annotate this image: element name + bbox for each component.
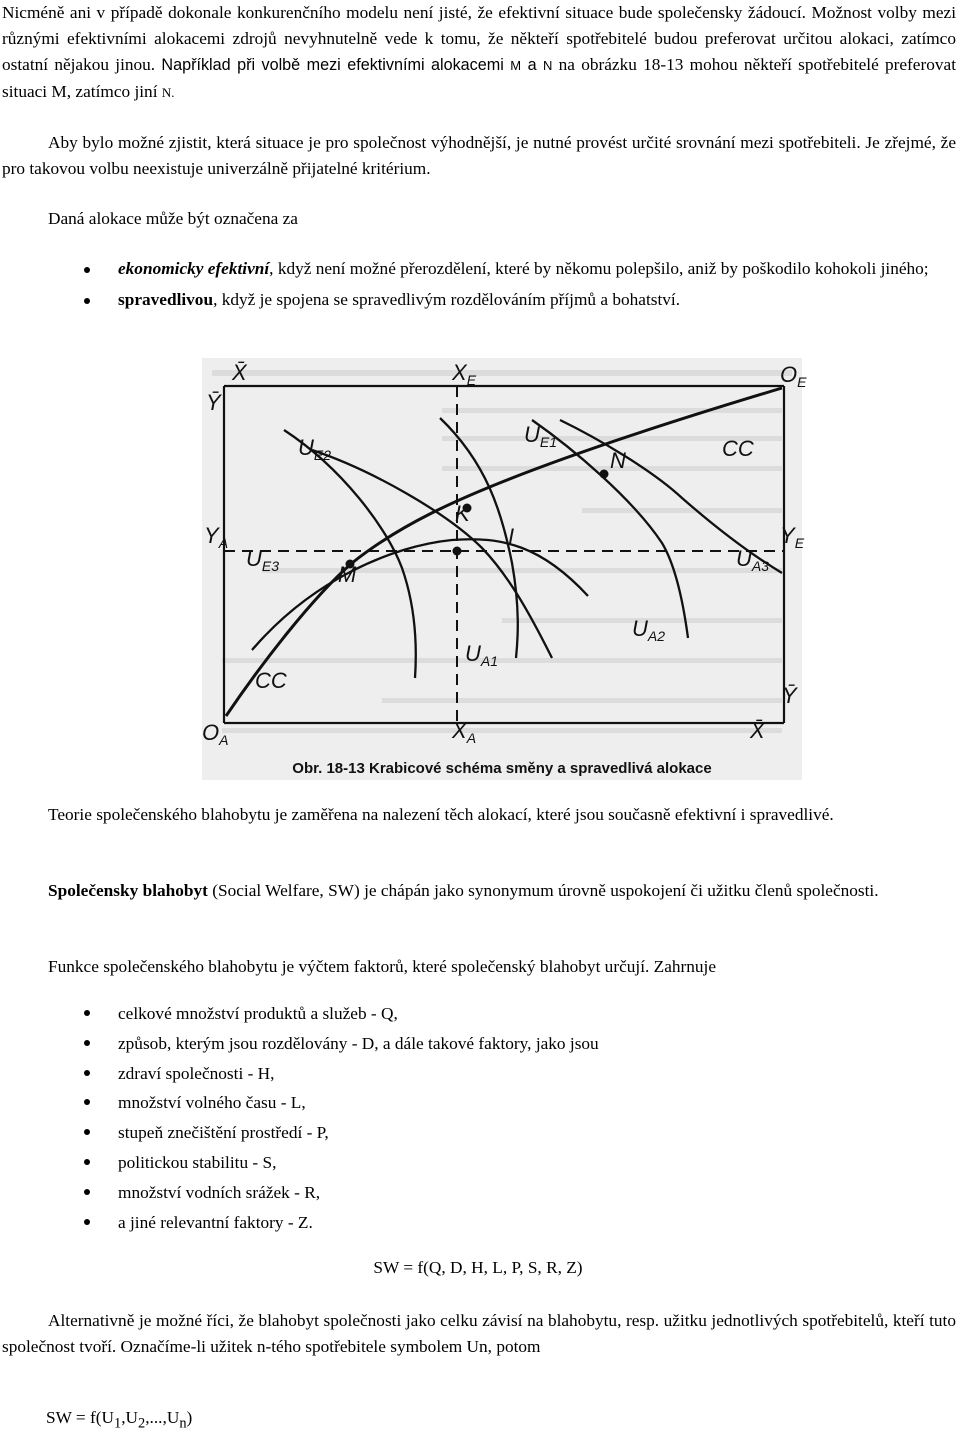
list-item xyxy=(0,1029,956,1059)
paragraph-alternative: Alternativně je možné říci, že blahobyt společnosti jako celku závisí na blahobytu, resp. užitku jednotlivých spotřebitelů, kteří tuto společnost tvoří. Označíme-li užitek n-tého spotřebitele symbolem Un, potom xyxy=(2,1311,956,1356)
point-i xyxy=(453,547,462,556)
intro-example xyxy=(161,56,552,74)
paragraph-social-welfare xyxy=(2,878,956,904)
paragraph-comparison: Aby bylo možné zjistit, která situace je pro společnost výhodnější, je nutné provést určité srovnání mezi spotřebiteli. Je zřejmé, že pro takovou volbu neexistuje univerzálně přijatelné kritérium. xyxy=(2,133,956,178)
label-ua3: $U_{A3}$ xyxy=(736,546,770,574)
label-xbar-top: X̄ xyxy=(232,360,247,385)
list-item xyxy=(0,1148,956,1178)
intro-text: Nicméně ani v případě dokonale konkurenčního modelu není jisté, že efektivní situace bude společensky žádoucí. Možnost volby mezi různými efektivními alokacemi zdrojů nevyhnutelně vede k tomu, že někteří spotřebitelé budou preferovat určitou alokaci, zatímco ostatní nějakou jinou. xyxy=(2,3,956,74)
bullet-icon xyxy=(84,1219,90,1225)
criterion-text: , když není možné přerozdělení, které by někomu polepšilo, aniž by poškodilo kohokoli jiného; xyxy=(269,259,929,278)
edgeworth-box-diagram xyxy=(202,358,807,780)
factors-list xyxy=(0,999,956,1237)
criterion-term: spravedlivou xyxy=(118,290,214,309)
label-ybar-top: Ȳ xyxy=(206,390,221,415)
term-social-welfare: Společensky blahobyt xyxy=(48,881,208,900)
label-ua2: $U_{A2}$ xyxy=(632,616,666,644)
equation-social-welfare-factors: SW = f(Q, D, H, L, P, S, R, Z) xyxy=(373,1258,583,1277)
factor-text: množství vodních srážek - R, xyxy=(118,1182,321,1202)
label-ua1: $U_{A1}$ xyxy=(465,641,499,669)
label-ye: $Y_E$ xyxy=(780,523,805,551)
list-item xyxy=(0,256,956,282)
bullet-icon xyxy=(84,1099,90,1105)
list-item xyxy=(0,1178,956,1208)
list-item xyxy=(0,1208,956,1238)
factor-text: a jiné relevantní faktory - Z. xyxy=(118,1212,313,1232)
label-cc-bottom: CC xyxy=(255,668,287,693)
label-ybar-bottom: Ȳ xyxy=(782,683,797,708)
label-cc-top: CC xyxy=(722,436,754,461)
list-item xyxy=(0,287,956,313)
bullet-icon xyxy=(84,298,90,304)
criterion-text: , když je spojena se spravedlivým rozdělováním příjmů a bohatství. xyxy=(213,290,681,309)
list-item xyxy=(0,1059,956,1089)
allocation-n-end: N. xyxy=(161,85,175,100)
bullet-icon xyxy=(84,1129,90,1135)
paragraph-allocation-intro: Daná alokace může být označena za xyxy=(48,209,298,228)
label-ue3: $U_{E3}$ xyxy=(246,546,280,574)
criterion-term: ekonomicky efektivní xyxy=(118,259,270,278)
label-xe: $X_E$ xyxy=(452,360,477,388)
conj-a: a xyxy=(527,56,537,74)
paragraph-welfare-theory: Teorie společenského blahobytu je zaměřena na nalezení těch alokací, které jsou současně efektivní i spravedlivé. xyxy=(48,805,834,824)
allocation-n: N xyxy=(543,58,553,73)
factor-text: způsob, kterým jsou rozdělovány - D, a dále takové faktory, jako jsou xyxy=(118,1033,599,1053)
label-oe: $O_E$ xyxy=(780,362,807,390)
factor-text: stupeň znečištění prostředí - P, xyxy=(118,1123,329,1143)
bullet-icon xyxy=(84,1040,90,1046)
label-ue2: $U_{E2}$ xyxy=(298,435,332,463)
equation-social-welfare-utilities: SW = $f(U_1,U_2,...,U_n)$ xyxy=(46,1408,193,1432)
label-i: I xyxy=(508,524,515,549)
paragraph-intro xyxy=(2,0,956,106)
label-oa: $O_A$ xyxy=(202,720,229,748)
label-k: K xyxy=(455,501,470,526)
label-n: N xyxy=(610,448,626,473)
social-welfare-definition: (Social Welfare, SW) je chápán jako synonymum úrovně uspokojení či užitku členů společnosti. xyxy=(207,881,879,900)
list-item xyxy=(0,1118,956,1148)
factor-text: množství volného času - L, xyxy=(118,1093,306,1113)
factor-text: celkové množství produktů a služeb - Q, xyxy=(118,1004,398,1023)
point-n xyxy=(600,470,609,479)
label-m: M xyxy=(338,562,357,587)
label-xa: $X_A$ xyxy=(452,718,477,746)
intro-example-rest: na obrázku 18-13 mohou někteří spotřebitelé preferovat situaci M, zatímco jiní xyxy=(2,55,956,101)
bullet-icon xyxy=(84,1010,90,1016)
paragraph-welfare-function: Funkce společenského blahobytu je výčtem faktorů, které společenský blahobyt určují. Zahrnuje xyxy=(48,957,717,976)
factor-text: politickou stabilitu - S, xyxy=(118,1152,277,1172)
criteria-list xyxy=(0,256,956,318)
factor-text: zdraví společnosti - H, xyxy=(118,1063,275,1083)
edgeworth-box-figure xyxy=(202,358,807,780)
bullet-icon xyxy=(84,1159,90,1165)
bullet-icon xyxy=(84,1070,90,1076)
figure-caption: Obr. 18-13 Krabicové schéma směny a spravedlivá alokace xyxy=(292,760,712,777)
label-xbar-bottom: X̄ xyxy=(750,718,765,743)
intro-example-text: Například při volbě mezi efektivními alokacemi xyxy=(161,56,504,74)
label-ya: $Y_A$ xyxy=(204,523,229,551)
bullet-icon xyxy=(84,1189,90,1195)
label-ue1: $U_{E1}$ xyxy=(524,422,558,450)
list-item xyxy=(0,999,956,1029)
list-item xyxy=(0,1088,956,1118)
bullet-icon xyxy=(84,267,90,273)
allocation-m: M xyxy=(510,58,522,73)
